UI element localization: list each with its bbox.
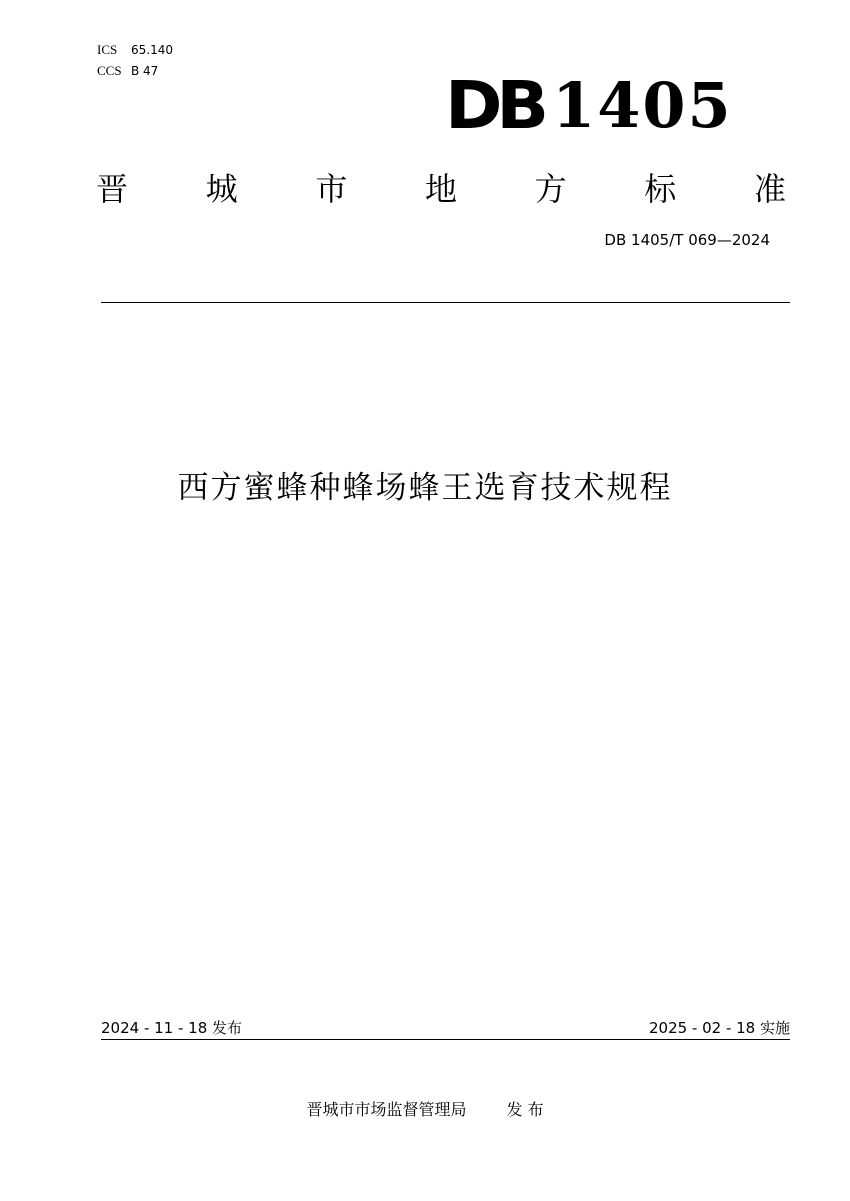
db-logo-letters: DB xyxy=(445,67,543,144)
issuer-line xyxy=(0,1097,850,1120)
ics-row xyxy=(97,40,173,61)
bottom-divider xyxy=(101,1039,790,1040)
classification-block xyxy=(97,40,173,82)
top-divider xyxy=(101,302,790,303)
ics-value: 65.140 xyxy=(131,43,173,57)
ccs-value: B 47 xyxy=(131,64,159,78)
standard-type-char: 标 xyxy=(644,170,677,208)
ics-label: ICS xyxy=(97,42,118,57)
standard-type-char: 方 xyxy=(534,170,567,208)
date-row xyxy=(101,1014,790,1038)
implement-date: 2025 - 02 - 18 实施 xyxy=(648,1019,790,1037)
standard-code: DB 1405/T 069—2024 xyxy=(604,231,770,249)
issue-date: 2024 - 11 - 18 发布 xyxy=(101,1019,243,1037)
standard-type-char: 准 xyxy=(753,170,786,208)
document-title: 西方蜜蜂种蜂场蜂王选育技术规程 xyxy=(177,470,673,506)
standard-type-char: 城 xyxy=(205,170,238,208)
db-logo xyxy=(445,67,733,144)
db-logo-number: 1405 xyxy=(552,69,733,142)
ccs-label: CCS xyxy=(97,63,122,78)
ccs-row xyxy=(97,61,173,82)
standard-type-char: 市 xyxy=(315,170,348,208)
standard-type-char: 地 xyxy=(424,170,457,208)
issuer-name: 晋城市市场监督管理局 xyxy=(306,1100,467,1119)
standard-type-char: 晋 xyxy=(96,170,129,208)
issuer-action: 发 布 xyxy=(506,1100,544,1119)
standard-type-heading xyxy=(96,162,786,212)
